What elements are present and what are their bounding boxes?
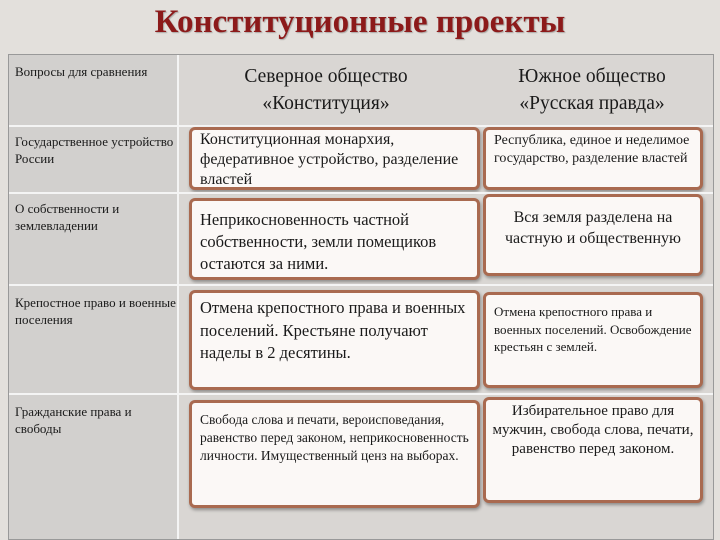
comparison-table <box>8 54 714 540</box>
north-cell: Конституционная монархия, федеративное устройство, разделение властей <box>189 127 480 190</box>
table-row <box>9 194 713 284</box>
header-south: Южное общество «Русская правда» <box>518 66 666 114</box>
table-header-row <box>9 55 713 125</box>
north-cell: Свобода слова и печати, вероисповедания, равенство перед законом, неприкосновенность личности. Имущественный ценз на выборах. <box>189 400 480 508</box>
south-cell: Избирательное право для мужчин, свобода слова, печати, равенство перед законом. <box>483 397 703 503</box>
north-cell: Неприкосновенность частной собственности, земли помещиков остаются за ними. <box>189 198 480 280</box>
table-row <box>9 286 713 393</box>
header-criteria: Вопросы для сравнения <box>9 55 179 125</box>
row-criterion: Гражданские права и свободы <box>9 395 179 539</box>
north-cell: Отмена крепостного права и военных поселений. Крестьяне получают наделы в 2 десятины. <box>189 290 480 390</box>
row-criterion: Государственное устройство России <box>9 127 179 192</box>
table-row <box>9 127 713 192</box>
page-title: Конституционные проекты <box>154 4 566 40</box>
table-row <box>9 395 713 539</box>
row-criterion: Крепостное право и военные поселения <box>9 286 179 393</box>
south-cell: Республика, единое и неделимое государство, разделение властей <box>483 127 703 190</box>
header-north: Северное общество «Конституция» <box>244 66 408 114</box>
row-criterion: О собственности и землевладении <box>9 194 179 284</box>
south-cell: Вся земля разделена на частную и общественную <box>483 194 703 276</box>
south-cell: Отмена крепостного права и военных поселений. Освобождение крестьян с землей. <box>483 292 703 388</box>
